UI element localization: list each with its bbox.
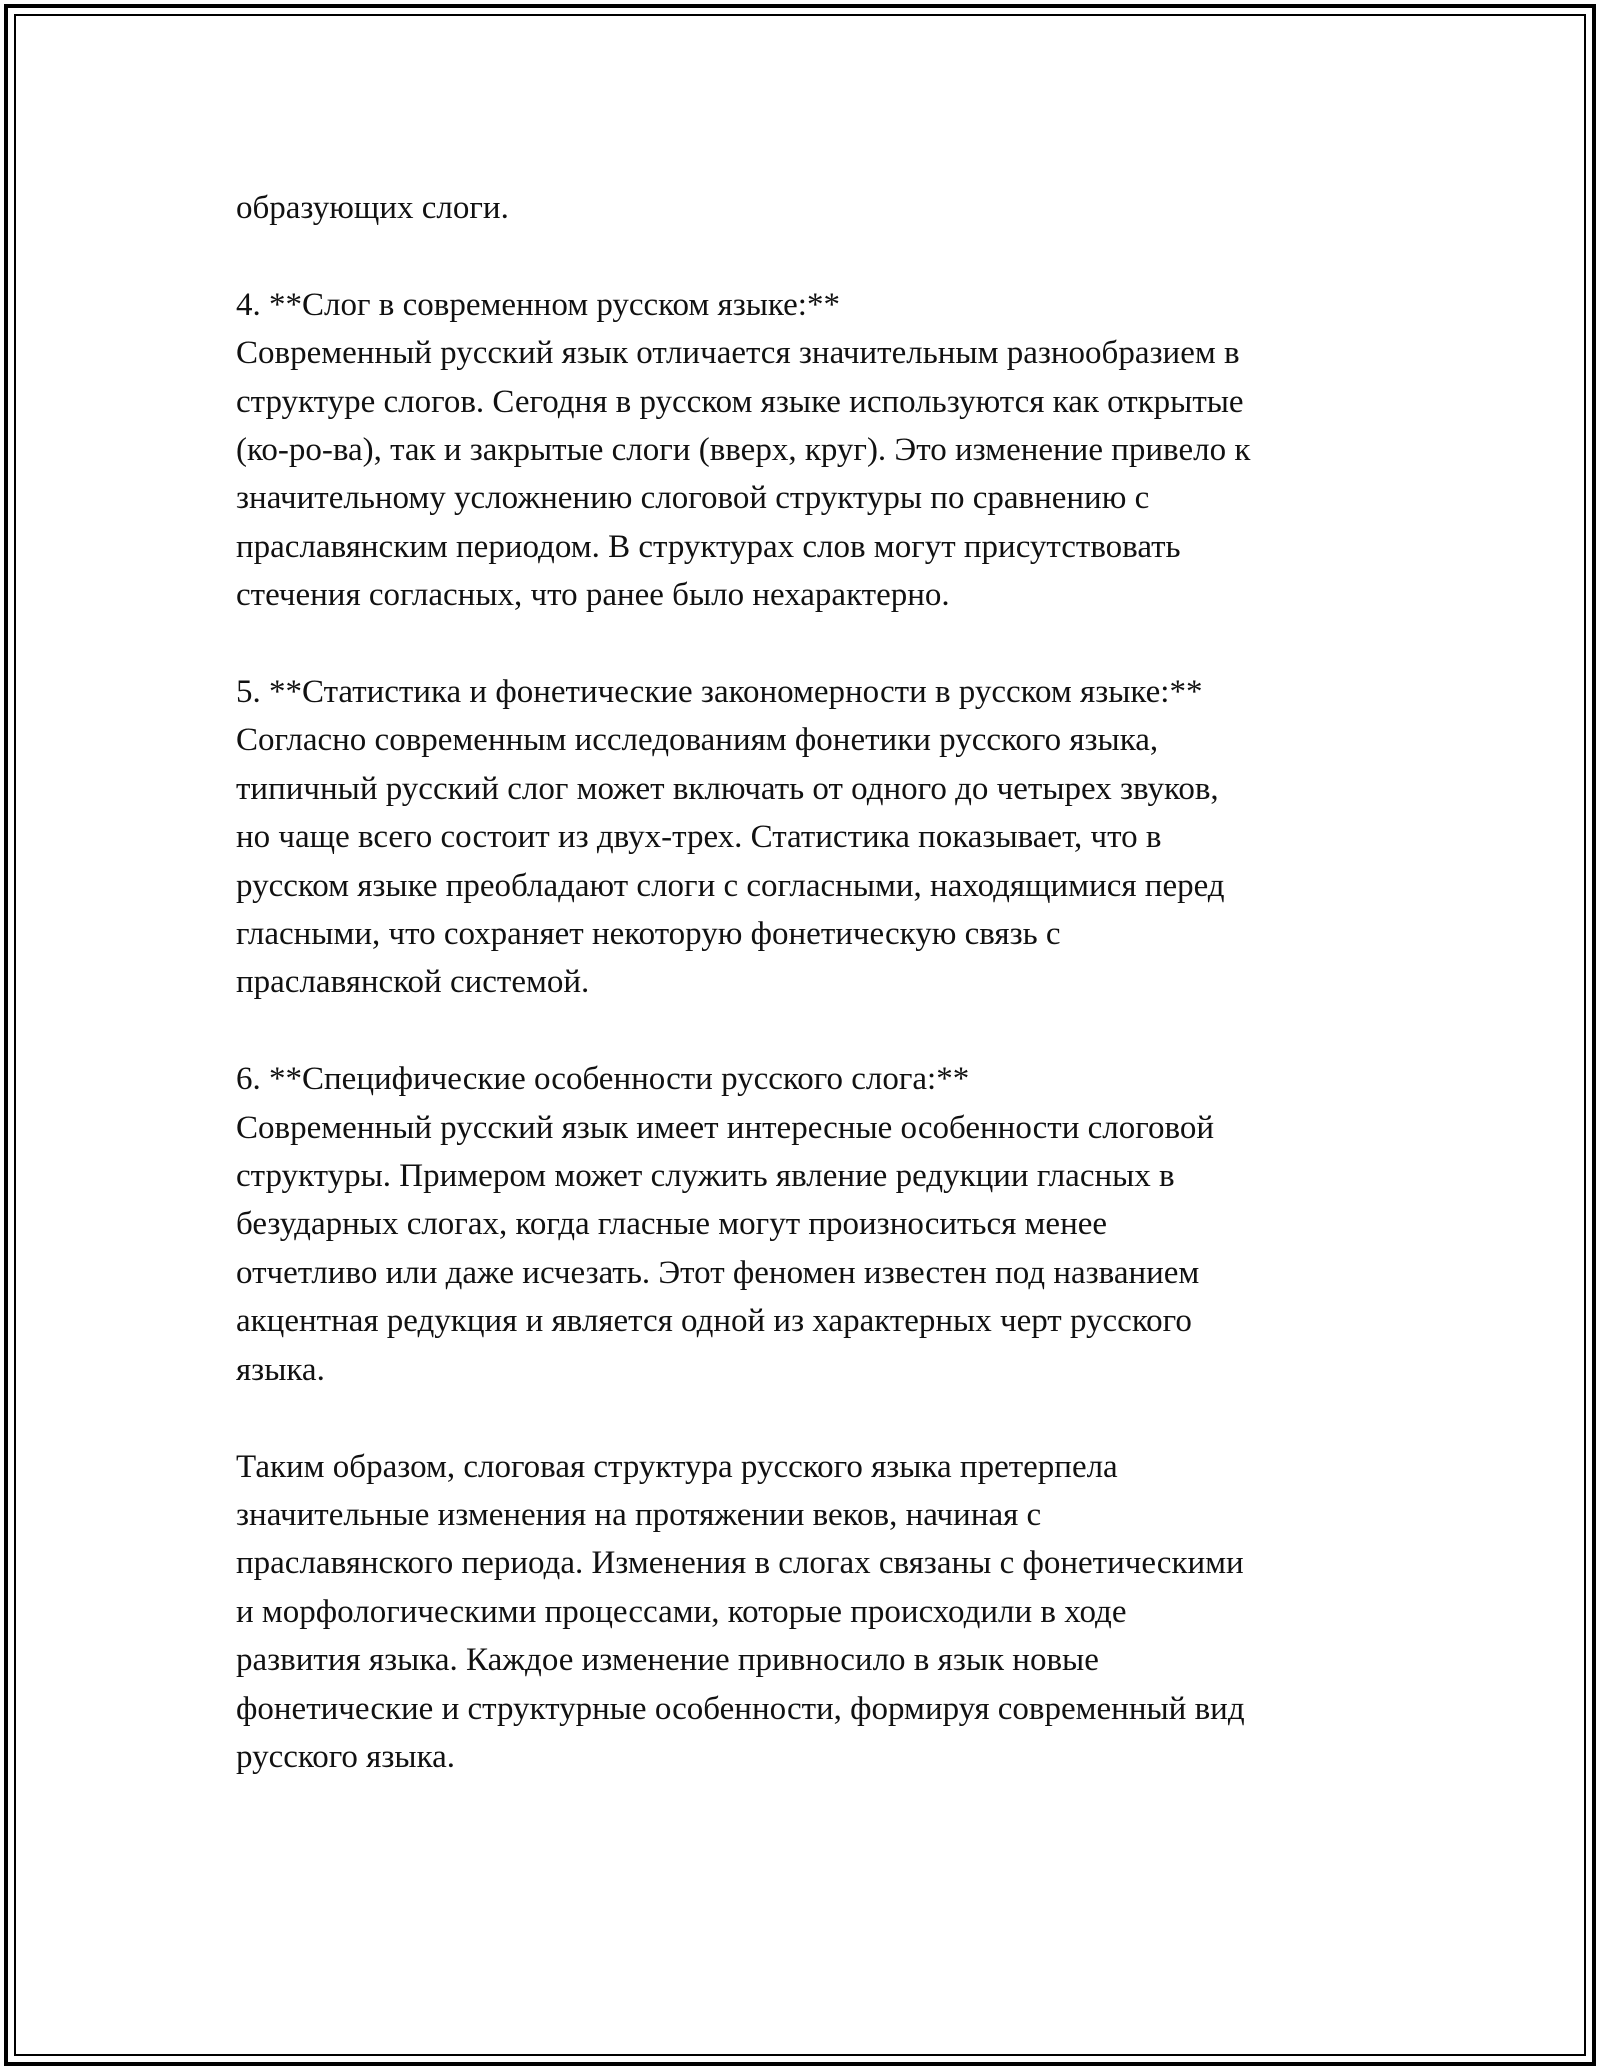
text-line: значительному усложнению слоговой структуры по сравнению с bbox=[236, 480, 1150, 517]
text-line: значительные изменения на протяжении веков, начиная с bbox=[236, 1496, 1042, 1533]
text-line: русского языка. bbox=[236, 1738, 455, 1775]
section-heading: 5. **Статистика и фонетические закономерности в русском языке:** bbox=[236, 674, 1203, 711]
text-line: языка. bbox=[236, 1351, 325, 1388]
text-line: отчетливо или даже исчезать. Этот феномен известен под названием bbox=[236, 1254, 1200, 1291]
document-body bbox=[236, 184, 1386, 1830]
conclusion-paragraph bbox=[236, 1443, 1386, 1782]
text-line: гласными, что сохраняет некоторую фонетическую связь с bbox=[236, 916, 1061, 953]
section-heading: 4. **Слог в современном русском языке:** bbox=[236, 286, 840, 323]
text-line: структуры. Примером может служить явление редукции гласных в bbox=[236, 1158, 1175, 1195]
text-line: фонетические и структурные особенности, формируя современный вид bbox=[236, 1690, 1245, 1727]
text-line: типичный русский слог может включать от одного до четырех звуков, bbox=[236, 770, 1219, 807]
text-line: Таким образом, слоговая структура русского языка претерпела bbox=[236, 1448, 1118, 1485]
text-line: но чаще всего состоит из двух-трех. Статистика показывает, что в bbox=[236, 819, 1162, 856]
text-line: Согласно современным исследованиям фонетики русского языка, bbox=[236, 722, 1159, 759]
text-line: русском языке преобладают слоги с согласными, находящимися перед bbox=[236, 867, 1225, 904]
section-4 bbox=[236, 281, 1386, 620]
section-5 bbox=[236, 668, 1386, 1007]
section-6 bbox=[236, 1055, 1386, 1394]
text-line: безударных слогах, когда гласные могут произноситься менее bbox=[236, 1206, 1108, 1243]
text-line: Современный русский язык отличается значительным разнообразием в bbox=[236, 335, 1240, 372]
text-line: праславянским периодом. В структурах слов могут присутствовать bbox=[236, 528, 1181, 565]
text-line: Современный русский язык имеет интересные особенности слоговой bbox=[236, 1109, 1214, 1146]
text-line: развития языка. Каждое изменение привносило в язык новые bbox=[236, 1642, 1099, 1679]
text-line: и морфологическими процессами, которые происходили в ходе bbox=[236, 1593, 1127, 1630]
text-line: праславянской системой. bbox=[236, 964, 590, 1001]
intro-fragment bbox=[236, 184, 1386, 232]
section-heading: 6. **Специфические особенности русского слога:** bbox=[236, 1061, 970, 1098]
text-line: праславянского периода. Изменения в слогах связаны с фонетическими bbox=[236, 1545, 1244, 1582]
text-line: стечения согласных, что ранее было нехарактерно. bbox=[236, 577, 950, 614]
intro-line: образующих слоги. bbox=[236, 190, 509, 226]
text-line: (ко-ро-ва), так и закрытые слоги (вверх, круг). Это изменение привело к bbox=[236, 432, 1251, 469]
text-line: структуре слогов. Сегодня в русском языке используются как открытые bbox=[236, 383, 1244, 420]
text-line: акцентная редукция и является одной из характерных черт русского bbox=[236, 1303, 1192, 1340]
